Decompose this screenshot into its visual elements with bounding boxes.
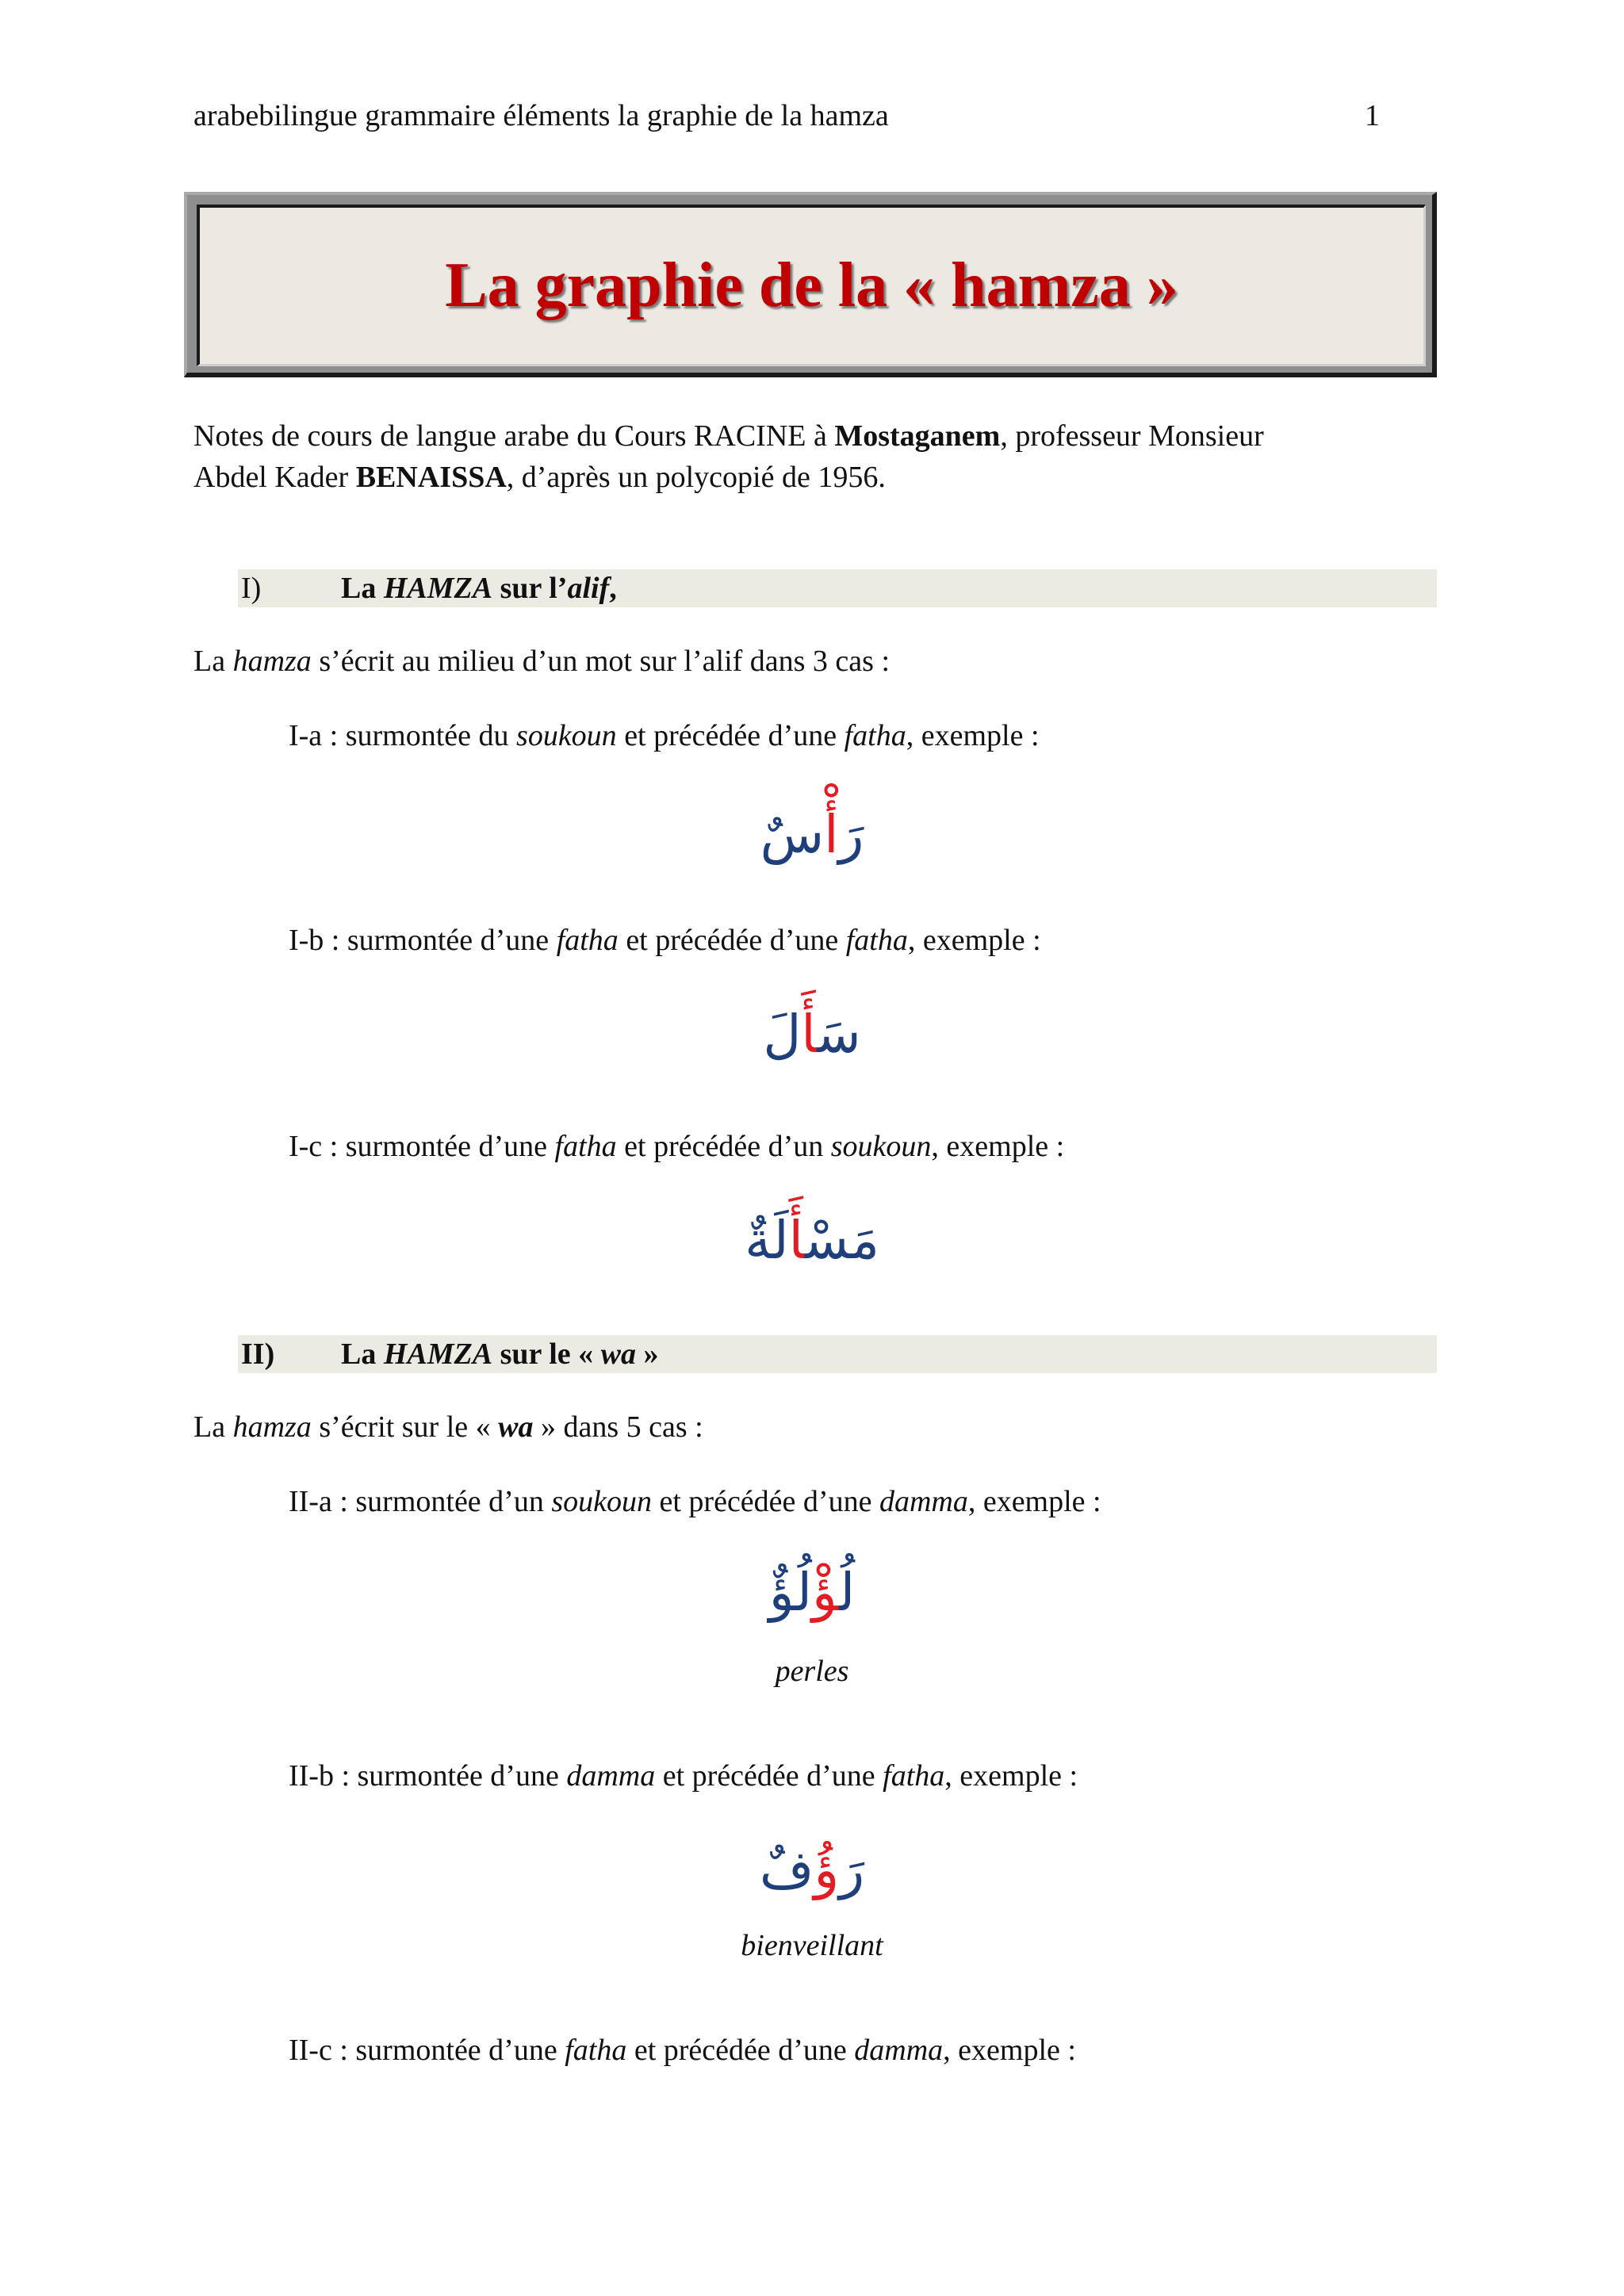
page-number: 1 [1365, 99, 1380, 132]
section-title: La HAMZA sur le « wa » [341, 1337, 659, 1371]
intro-surname: BENAISSA [355, 461, 507, 494]
running-header: arabebilingue grammaire éléments la graphie de la hamza [193, 99, 889, 132]
section-heading-2 [238, 1335, 1437, 1373]
case-item-2b: II-b : surmontée d’une damma et précédée d’une fatha, exemple : [289, 1759, 1078, 1793]
case-item-1c: I-c : surmontée d’une fatha et précédée d’un soukoun, exemple : [289, 1130, 1065, 1163]
rule-paragraph: La hamza s’écrit sur le « wa » dans 5 cas : [193, 1410, 703, 1444]
section-number: I) [241, 572, 262, 605]
arabic-example-2a: لُؤْلُؤٌ [768, 1562, 856, 1623]
translation-gloss: perles [775, 1655, 849, 1688]
page-title: La graphie de la « hamza » [445, 251, 1178, 320]
case-item-2a: II-a : surmontée d’un soukoun et précédée d’une damma, exemple : [289, 1485, 1101, 1518]
title-box-inner [197, 205, 1426, 366]
section-number: II) [241, 1337, 275, 1371]
case-item-1a: I-a : surmontée du soukoun et précédée d’une fatha, exemple : [289, 719, 1040, 752]
rule-paragraph: La hamza s’écrit au milieu d’un mot sur l’alif dans 3 cas : [193, 645, 891, 678]
intro-text: , professeur Monsieur [1000, 419, 1264, 453]
section-heading-1 [238, 569, 1437, 607]
section-title: La HAMZA sur l’alif, [341, 572, 617, 605]
translation-gloss: bienveillant [741, 1929, 883, 1962]
case-item-2c: II-c : surmontée d’une fatha et précédée d’une damma, exemple : [289, 2034, 1076, 2067]
arabic-example-1a: رَأْسٌ [760, 804, 864, 865]
intro-paragraph [193, 415, 1431, 498]
arabic-example-1c: مَسْأَلَةٌ [745, 1210, 879, 1271]
intro-place: Mostaganem [834, 419, 1001, 453]
intro-text: Abdel Kader [193, 461, 356, 494]
intro-text: , d’après un polycopié de 1956. [506, 461, 886, 494]
arabic-example-2b: رَؤُفٌ [759, 1839, 865, 1900]
intro-text: Notes de cours de langue arabe du Cours RACINE à [193, 419, 835, 453]
title-box [184, 192, 1437, 377]
arabic-example-1b: سَأَلَ [763, 1004, 861, 1065]
case-item-1b: I-b : surmontée d’une fatha et précédée d’une fatha, exemple : [289, 924, 1041, 957]
